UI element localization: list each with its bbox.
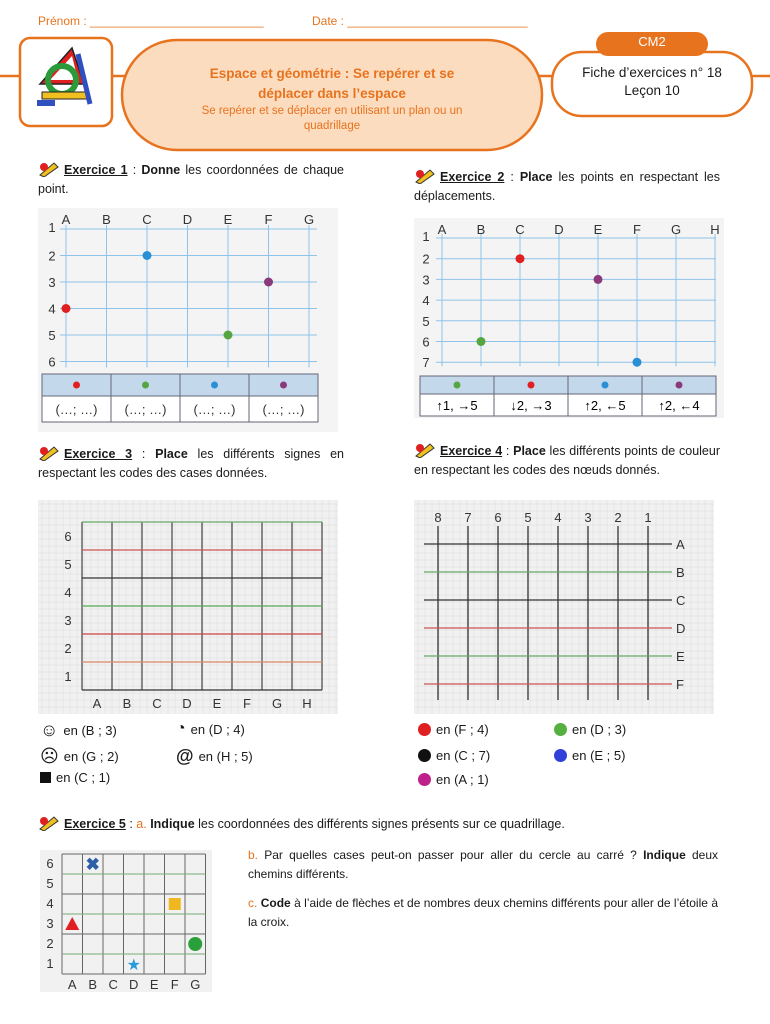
green-dot-icon xyxy=(554,723,567,736)
col-label: C xyxy=(142,212,152,227)
level-badge: CM2 xyxy=(638,34,666,49)
row-label: 3 xyxy=(64,613,72,628)
exercise-1-grid[interactable] xyxy=(38,208,338,432)
point xyxy=(528,382,535,389)
move-code: ↑2, ←5 xyxy=(584,398,626,413)
exercise-1-instructions: Exercice 1 : Donne les coordonnées de chaque point. xyxy=(38,163,345,196)
col-label: D xyxy=(554,222,564,237)
pencil-icon xyxy=(38,815,60,831)
page-subtitle: Se repérer et se déplacer en utilisant un plan ou un quadrillage xyxy=(201,105,463,132)
answer-blank: (…; …) xyxy=(124,402,167,417)
col-label: A xyxy=(61,212,71,227)
col-label: G xyxy=(271,696,283,711)
ex4-item-green: en (D ; 3) xyxy=(554,722,626,737)
answer-blank: (…; …) xyxy=(193,402,236,417)
col-label: E xyxy=(149,977,159,992)
point xyxy=(280,382,287,389)
row-label: 3 xyxy=(48,275,56,290)
row-label: 5 xyxy=(46,876,54,891)
col-label: D xyxy=(129,977,139,992)
col-label: G xyxy=(190,977,201,992)
row-label: 2 xyxy=(422,251,430,267)
exercise-5c-instructions: c. Code à l’aide de flèches et de nombres deux chemins différents pour aller de l’étoile à la croix. xyxy=(248,896,718,929)
exercise-3-grid[interactable] xyxy=(38,500,338,714)
circle-icon xyxy=(188,937,202,951)
col-label: E xyxy=(223,212,233,227)
point xyxy=(676,382,683,389)
sad-face-icon: ☹ xyxy=(40,746,59,766)
point xyxy=(224,331,233,340)
col-label: F xyxy=(170,977,179,992)
row-label: 7 xyxy=(422,355,430,371)
at-sign-icon: @ xyxy=(176,746,194,766)
row-label: D xyxy=(676,621,686,636)
point xyxy=(62,304,71,313)
row-label: 5 xyxy=(48,328,56,343)
point xyxy=(211,382,218,389)
pencil-icon xyxy=(414,168,436,184)
move-code: ↑2, ←4 xyxy=(658,398,700,413)
page-title: Espace et géométrie : Se repérer et se déplacer dans l’espace xyxy=(209,66,455,101)
geometry-logo xyxy=(32,44,102,110)
black-square-icon xyxy=(40,772,51,783)
col-label: 4 xyxy=(554,510,562,525)
col-label: 7 xyxy=(464,510,472,525)
point xyxy=(602,382,609,389)
exercise-5-instructions: Exercice 5 : a. Indique les coordonnées des différents signes présents sur ce quadrillage. xyxy=(38,815,738,834)
col-label: F xyxy=(264,212,273,227)
ex3-item-neutral: ◔ en (D ; 4) xyxy=(176,720,245,737)
neutral-face-icon: ◔ xyxy=(176,720,186,737)
point xyxy=(454,382,461,389)
fiche-number: Fiche d’exercices n° 18 Leçon 10 xyxy=(582,65,722,98)
ex4-item-red: en (F ; 4) xyxy=(418,722,489,737)
row-label: 1 xyxy=(46,956,54,971)
col-label: E xyxy=(212,696,222,711)
col-label: G xyxy=(303,212,315,227)
move-code: ↓2, →3 xyxy=(510,398,552,413)
row-label: 4 xyxy=(48,301,56,317)
row-label: 2 xyxy=(64,641,72,656)
col-label: A xyxy=(92,696,102,711)
black-dot-icon xyxy=(418,749,431,762)
col-label: A xyxy=(67,977,77,992)
point xyxy=(516,254,525,263)
row-label: F xyxy=(676,677,684,692)
row-label: 3 xyxy=(422,272,430,288)
point xyxy=(264,278,273,287)
point xyxy=(594,275,603,284)
col-label: F xyxy=(633,222,641,237)
row-label: 4 xyxy=(64,585,72,600)
col-label: C xyxy=(108,977,118,992)
smile-icon: ☺ xyxy=(40,720,59,740)
col-label: 5 xyxy=(524,510,532,525)
row-label: E xyxy=(676,649,685,664)
col-label: B xyxy=(88,977,98,992)
exercise-5-grid[interactable] xyxy=(40,850,212,992)
row-label: 6 xyxy=(64,529,72,544)
row-label: 3 xyxy=(46,916,54,931)
col-label: A xyxy=(437,222,447,237)
col-label: B xyxy=(102,212,111,227)
red-dot-icon xyxy=(418,723,431,736)
row-label: B xyxy=(676,565,685,580)
row-label: 6 xyxy=(422,334,430,350)
row-label: 4 xyxy=(46,896,54,911)
row-label: 5 xyxy=(422,313,430,329)
exercise-4-grid[interactable] xyxy=(414,500,714,714)
row-label: C xyxy=(676,593,686,608)
row-label: 2 xyxy=(48,248,56,264)
pencil-icon xyxy=(38,161,60,177)
row-label: 1 xyxy=(64,669,72,684)
row-label: 1 xyxy=(48,220,56,235)
col-label: H xyxy=(710,222,720,237)
col-label: B xyxy=(476,222,486,237)
move-code: ↑1, →5 xyxy=(436,398,478,413)
row-label: 4 xyxy=(422,293,430,309)
star-icon: ★ xyxy=(126,957,141,974)
col-label: E xyxy=(593,222,603,237)
point xyxy=(143,251,152,260)
exercise-3-instructions: Exercice 3 : Place les différents signes en respectant les codes des cases données. xyxy=(38,447,345,480)
pencil-icon xyxy=(38,445,60,461)
col-label: B xyxy=(122,696,132,711)
prenom-field[interactable]: Prénom : __________________________ xyxy=(38,14,264,28)
col-label: 3 xyxy=(584,510,592,525)
square-icon xyxy=(169,898,181,910)
exercise-5b-instructions: b. Par quelles cases peut-on passer pour aller du cercle au carré ? Indique deux chemins différents. xyxy=(248,848,718,881)
col-label: H xyxy=(302,696,312,711)
row-label: 5 xyxy=(64,557,72,572)
col-label: 8 xyxy=(434,510,442,525)
point xyxy=(142,382,149,389)
blue-dot-icon xyxy=(554,749,567,762)
col-label: 6 xyxy=(494,510,502,525)
col-label: C xyxy=(515,222,525,237)
date-field[interactable]: Date : ___________________________ xyxy=(312,14,528,28)
pencil-icon xyxy=(414,442,436,458)
magenta-dot-icon xyxy=(418,773,431,786)
exercise-2-grid[interactable] xyxy=(414,218,724,418)
answer-blank: (…; …) xyxy=(55,402,98,417)
col-label: D xyxy=(182,696,192,711)
col-label: F xyxy=(243,696,251,711)
ex4-item-magenta: en (A ; 1) xyxy=(418,772,489,787)
col-label: D xyxy=(182,212,193,227)
ex3-item-square: en (C ; 1) xyxy=(40,770,110,785)
row-label: 2 xyxy=(46,936,54,951)
row-label: 6 xyxy=(48,354,56,370)
ex4-item-blue: en (E ; 5) xyxy=(554,748,625,763)
point xyxy=(73,382,80,389)
row-label: 6 xyxy=(46,856,54,871)
cross-icon: ✖ xyxy=(85,855,100,874)
col-label: C xyxy=(152,696,162,711)
col-label: G xyxy=(670,222,682,237)
exercise-2-instructions: Exercice 2 : Place les points en respectant les déplacements. xyxy=(414,170,721,203)
ex3-item-sad: ☹ en (G ; 2) xyxy=(40,746,119,766)
ex3-item-smile: ☺ en (B ; 3) xyxy=(40,720,117,740)
row-label: A xyxy=(676,537,685,552)
answer-blank: (…; …) xyxy=(262,402,305,417)
col-label: 2 xyxy=(614,510,622,525)
point xyxy=(633,358,642,367)
exercise-4-instructions: Exercice 4 : Place les différents points de couleur en respectant les codes des nœuds donnés. xyxy=(414,444,720,477)
col-label: 1 xyxy=(644,510,652,525)
ex4-item-black: en (C ; 7) xyxy=(418,748,490,763)
row-label: 1 xyxy=(422,229,430,244)
ex3-item-at: @ en (H ; 5) xyxy=(176,746,253,766)
point xyxy=(477,337,486,346)
